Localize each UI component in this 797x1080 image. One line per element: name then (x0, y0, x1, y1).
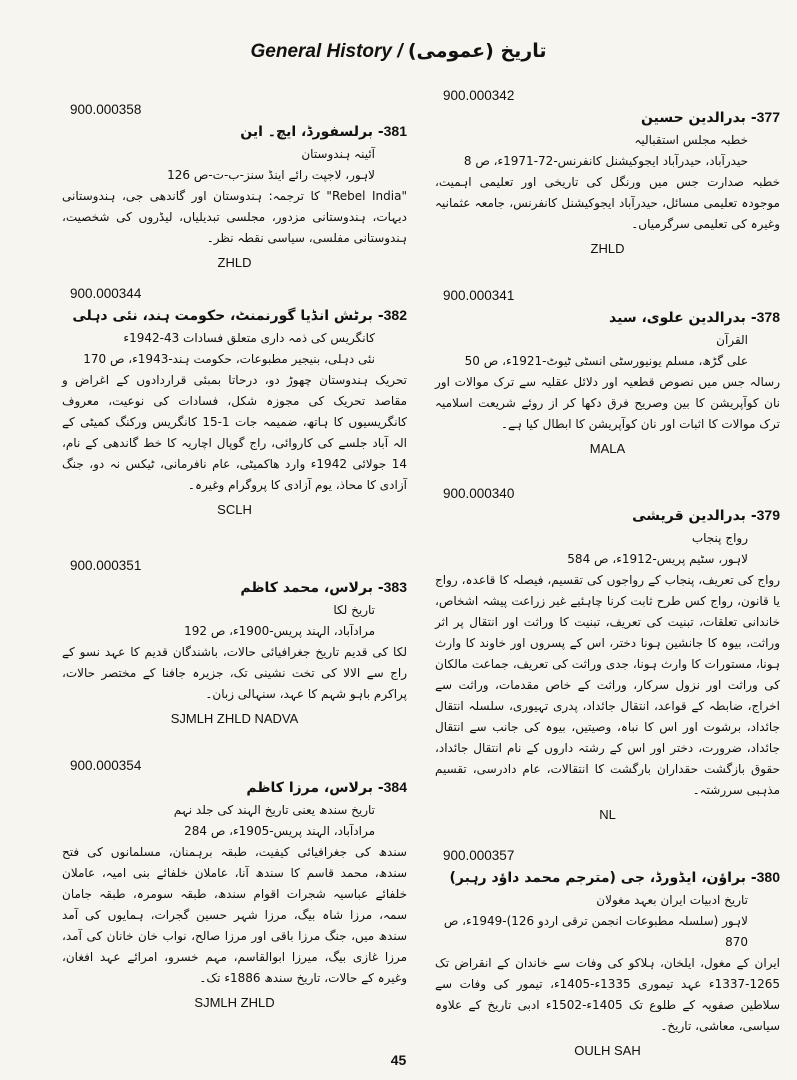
entry-heading: 377- بدرالدین حسین (641, 109, 780, 126)
entry-imprint: لاہور، لاجپت رائے اینڈ سنز-ب-ت-ص 126 (167, 168, 375, 182)
accession-number: 900.000342 (443, 88, 515, 103)
header-english: General History / (250, 41, 403, 62)
entry-author: براؤن، ایڈورڈ، جی (مترجم محمد داؤد رہبر) (449, 870, 746, 886)
entry-number: 377 (756, 109, 780, 125)
entry-imprint: حیدرآباد، حیدرآباد ایجوکیشنل کانفرنس-72-1971ء، ص 8 (463, 154, 748, 168)
entry-description: لکا کی قدیم تاریخ جغرافیائی حالات، باشندگان قدیم کا عہد نسو کے راج سے الالا کی تخت نشینی تک، جزیرہ جافنا کے مختصر حالات، پراکرم باہو شہم کا عہد، سنہالی زبان۔ (62, 645, 407, 701)
entry-imprint: مرادآباد، الہند پریس-1905ء، ص 284 (184, 824, 375, 838)
entry-heading: 381- برلسفورڈ، ایچ۔ این (240, 123, 407, 140)
library-codes: ZHLD (217, 255, 252, 270)
page-header (0, 40, 797, 63)
entry-title: القرآن (716, 333, 748, 347)
entry-heading: 379- بدرالدین قریشی (632, 507, 780, 524)
entry-description: خطبہ صدارت جس میں ورنگل کی تاریخی اور تعلیمی اہمیت، موجودہ تعلیمی مسائل، حیدرآباد ایجوکیشنل کانفرنس، جامعہ عثمانیہ وغیرہ کی تعلیمی سرگرمیاں۔ (435, 175, 780, 231)
entry-author: بدرالدین قریشی (632, 508, 746, 524)
entry-author: برلاس، مرزا کاظم (246, 780, 373, 796)
entry-number: 381 (383, 123, 407, 139)
accession-number: 900.000340 (443, 486, 515, 501)
entry-title: تاریخ لکا (333, 603, 375, 617)
entry-author: بدرالدین حسین (641, 110, 746, 126)
entry-description: ایران کے مغول، ایلخان، ہلاکو کی وفات سے خاندان کے انقراض تک 1265-1337ء عہد تیموری 1335ء-1405ء، تیمور کی وفات سے سلاطین صفویہ کے طلوع تک 1405ء-1502ء ادبی تاریخ کے علاوہ سیاسی، معاشی، تاریخ۔ (435, 956, 780, 1033)
entry-heading: 378- بدرالدین علوی، سید (609, 309, 780, 326)
library-codes: MALA (589, 441, 626, 456)
entry-imprint: مرادآباد، الہند پریس-1900ء، ص 192 (184, 624, 375, 638)
catalog-entry (435, 88, 780, 256)
entry-number: 383 (383, 579, 407, 595)
entry-description: رسالہ جس میں نصوص قطعیہ اور دلائل عقلیہ سے ترک موالات اور نان کوآپریشن کا بین وصریح فرق دکھا کر از روئے شریعت اسلامیہ ترک موالات کا اثبات اور نان کوآپریشن کا ابطال کیا ہے۔ (435, 375, 780, 431)
entry-title: کانگریس کی ذمہ داری متعلق فسادات 43-1942ء (123, 331, 375, 345)
entry-imprint: لاہور، سٹیم پریس-1912ء، ص 584 (567, 552, 748, 566)
catalog-entry (435, 848, 780, 1058)
library-codes: OULH SAH (574, 1043, 641, 1058)
entry-imprint: نئی دہلی، بنیجیر مطبوعات، حکومت ہند-1943ء، ص 170 (83, 352, 375, 366)
accession-number: 900.000354 (70, 758, 142, 773)
entry-number: 378 (756, 309, 780, 325)
entry-author: برلسفورڈ، ایچ۔ این (240, 124, 373, 140)
library-codes: SJMLH ZHLD NADVA (170, 711, 299, 726)
page-number: 45 (390, 1052, 407, 1068)
catalog-entry (435, 288, 780, 456)
catalog-entry (62, 102, 407, 270)
library-codes: SCLH (217, 502, 252, 517)
catalog-entry (435, 486, 780, 822)
entry-title: تاریخ ادبیات ایران بعہد مغولان (596, 893, 748, 907)
entry-author: برلاس، محمد کاظم (240, 580, 373, 596)
entry-author: برٹش انڈیا گورنمنٹ، حکومت ہند، نئی دہلی (72, 308, 373, 324)
entry-number: 379 (756, 507, 780, 523)
accession-number: 900.000341 (443, 288, 515, 303)
entry-title: تاریخ سندھ یعنی تاریخ الہند کی جلد نہم (173, 803, 375, 817)
entry-description: "Rebel India" کا ترجمہ: ہندوستان اور گاندھی جی، ہندوستانی دیہات، ہندوستانی مزدور، مجلسی تبدیلیاں، لیڈروں کی شخصیت، ہندوستانی مفلسی، سیاسی نقطہ نظر۔ (62, 189, 407, 245)
library-codes: NL (599, 807, 616, 822)
accession-number: 900.000344 (70, 286, 142, 301)
entry-number: 382 (383, 307, 407, 323)
entry-heading: 383- برلاس، محمد کاظم (240, 579, 407, 596)
entry-number: 380 (756, 869, 780, 885)
entry-imprint: لاہور (سلسلہ مطبوعات انجمن ترقی اردو 126)-1949ء، ص 870 (443, 914, 748, 949)
entry-description: تحریک ہندوستان چھوڑ دو، درحاتا بمبئی قراردادوں کے اغراض و مقاصد تحریک کی مجوزہ شکل، فسادات کی نوعیت، معروف کانگریسیوں کا ہاتھ، ضمیمہ جات 1-15 کانگریس ورکنگ کمیٹی کے الہ آباد جلسے کی کاروائی، راج گوپال اچاریہ کا خط گاندھی کے نام، 14 جولائی 1942ء وارد ھاکمیٹی، عام نافرمانی، ٹیکس نہ دو، جنگ آزادی کا محاذ، یوم آزادی کا پروگرام وغیرہ۔ (62, 373, 408, 492)
catalog-entry (62, 758, 407, 1010)
header-urdu: تاریخ (عمومی) (407, 40, 547, 62)
accession-number: 900.000357 (443, 848, 515, 863)
entry-heading: 380- براؤن، ایڈورڈ، جی (مترجم محمد داؤد رہبر) (449, 869, 780, 886)
entry-description: سندھ کی جغرافیائی کیفیت، طبقہ برہمنان، مسلمانوں کی فتح سندھ، محمد قاسم کا سندھ آنا، عاملان خلفائے بنی امیہ، عاملان خلفائے عباسیہ شجرات اقوام سندھ، طبقہ سومرہ، طبقہ جامان سمہ، مرزا شاہ بیگ، مرزا شہر حسین گجرات، ہمایوں کی آمد سندھ میں، جنگ مرزا باقی اور مرزا صالح، نواب خان خانان کی آمد، مرزا غازی بیگ، میرزا ابوالقاسم، مہم خسرو، امرائے عہد افغان، وغیرہ کے حالات، تاریخ سندھ 1886ء تک۔ (62, 845, 407, 985)
entry-author: بدرالدین علوی، سید (609, 310, 746, 326)
entry-title: رواج پنجاب (691, 531, 748, 545)
accession-number: 900.000358 (70, 102, 142, 117)
entry-imprint: علی گڑھ، مسلم یونیورسٹی انسٹی ٹیوٹ-1921ء، ص 50 (464, 354, 748, 368)
entry-title: خطبہ مجلس استقبالیہ (634, 133, 748, 147)
entry-number: 384 (383, 779, 407, 795)
library-codes: SJMLH ZHLD (194, 995, 275, 1010)
entry-heading: 382- برٹش انڈیا گورنمنٹ، حکومت ہند، نئی دہلی (72, 307, 407, 324)
catalog-entry (62, 558, 407, 726)
entry-description: رواج کی تعریف، پنجاب کے رواجوں کی تقسیم، فیصلہ کا قاعدہ، رواج یا قانون، رواج کس طرح ثابت کرنا چاہئیے غیر زراعت پیشہ اشخاص، خاندانی تعلقات، تبنیت کی تعریف، تبنیت کا وراثت اور انتقال پر اثر وراثت، بیوہ کا جانشین ہونا دختر، اس کے پسروں اور خاوند کا وارث ہونا، مستورات کا وارث ہونا، جدی وراثت کی تعریف، جماعت مالکان کی وراثت اور نزول سرکار، وراثت کے خاص مقدمات، وراثت سے اخراج، ضابطہ کے قواعد، انتقال جائداد، پدری تہیوری، سلسلہ انتقال جائداد، برشوت اور اس کا نباہ، وصیتیں، بیوہ کی جانب سے انتقال جائداد، ضرورت، دختر اور اس کے رشتہ داروں کے نام انتقال جائداد، حقوق بازگشت حقداران بارگشت کا انتقالات، عام دادرسی، تقسیم مذہبی سررشتہ۔ (435, 573, 780, 797)
accession-number: 900.000351 (70, 558, 142, 573)
entry-heading: 384- برلاس، مرزا کاظم (246, 779, 407, 796)
catalog-entry (62, 286, 407, 517)
library-codes: ZHLD (590, 241, 625, 256)
entry-title: آئینہ ہندوستان (301, 147, 375, 161)
